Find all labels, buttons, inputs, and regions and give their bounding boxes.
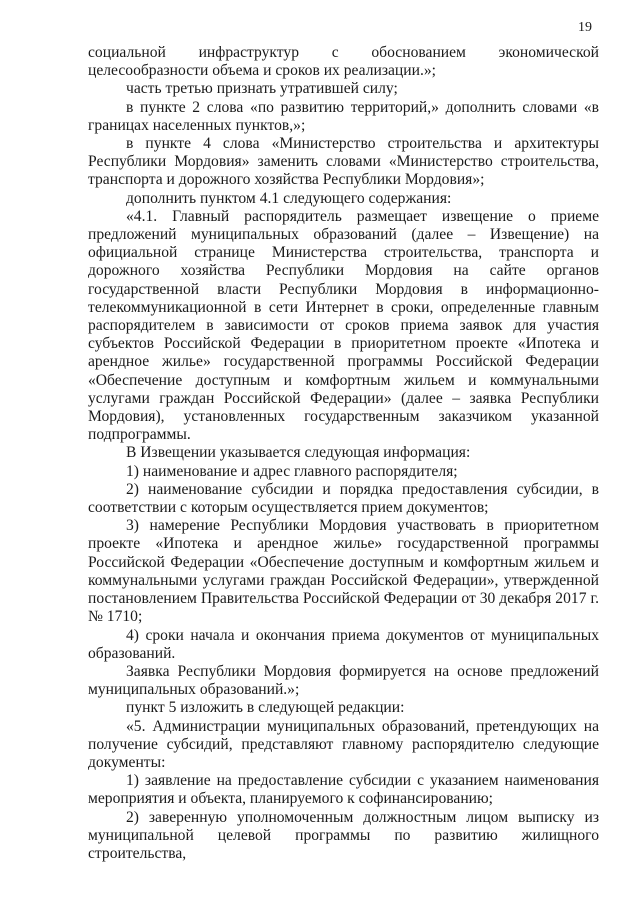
paragraph: часть третью признать утратившей силу;	[126, 80, 398, 98]
paragraph: пункт 5 изложить в следующей редакции:	[126, 699, 405, 717]
paragraph: Заявка Республики Мордовия формируется на основе предложений муниципальных образований.»;	[88, 662, 599, 699]
paragraph: «5. Администрации муниципальных образований, претендующих на получение субсидий, представляют главному распорядителю следующие документы:	[88, 717, 599, 771]
paragraph: 2) заверенную уполномоченным должностным лицом выписку из муниципальной целевой программы по развитию жилищного строительства,	[88, 808, 599, 862]
paragraph: 1) наименование и адрес главного распорядителя;	[126, 462, 458, 480]
paragraph: 3) намерение Республики Мордовия участвовать в приоритетном проекте «Ипотека и арендное жилье» государственной программы Российской Федерации «Обеспечение доступным и комфортным жильем и коммунальными услугами граждан Российской Федерации», утвержденной постановлением Правительства Российской Федерации от 30 декабря 2017 г. № 1710;	[88, 517, 599, 626]
paragraph: в пункте 4 слова «Министерство строительства и архитектуры Республики Мордовия» заменить словами «Министерство строительства, транспорта и дорожного хозяйства Республики Мордовия»;	[88, 135, 599, 189]
paragraph: 4) сроки начала и окончания приема документов от муниципальных образований.	[88, 626, 599, 662]
paragraph: 2) наименование субсидии и порядка предоставления субсидии, в соответствии с которым осуществляется прием документов;	[88, 480, 599, 517]
paragraph: 1) заявление на предоставление субсидии с указанием наименования мероприятия и объекта, планируемого к софинансированию;	[88, 772, 599, 808]
paragraph: социальной инфраструктур с обоснованием экономической целесообразности объема и сроков их реализации.»;	[88, 44, 599, 80]
paragraph: в пункте 2 слова «по развитию территорий,» дополнить словами «в границах населенных пунктов,»;	[88, 98, 599, 134]
document-body	[88, 44, 599, 863]
paragraph: В Извещении указывается следующая информация:	[126, 444, 471, 462]
paragraph: «4.1. Главный распорядитель размещает извещение о приеме предложений муниципальных образований (далее – Извещение) на официальной странице Министерства строительства, транспорта и дорожного хозяйства Республики Мордовия на сайте органов государственной власти Республики Мордовия в информационно-телекоммуникационной в сети Интернет в сроки, определенные главным распорядителем в зависимости от сроков приема заявок для участия субъектов Российской Федерации в приоритетном проекте «Ипотека и арендное жилье» государственной программы Российской Федерации «Обеспечение доступным и комфортным жильем и коммунальными услугами граждан Российской Федерации» (далее – заявка Республики Мордовия), установленных государственным заказчиком указанной подпрограммы.	[88, 207, 599, 444]
page-number: 19	[578, 20, 592, 35]
paragraph: дополнить пунктом 4.1 следующего содержания:	[126, 189, 452, 207]
